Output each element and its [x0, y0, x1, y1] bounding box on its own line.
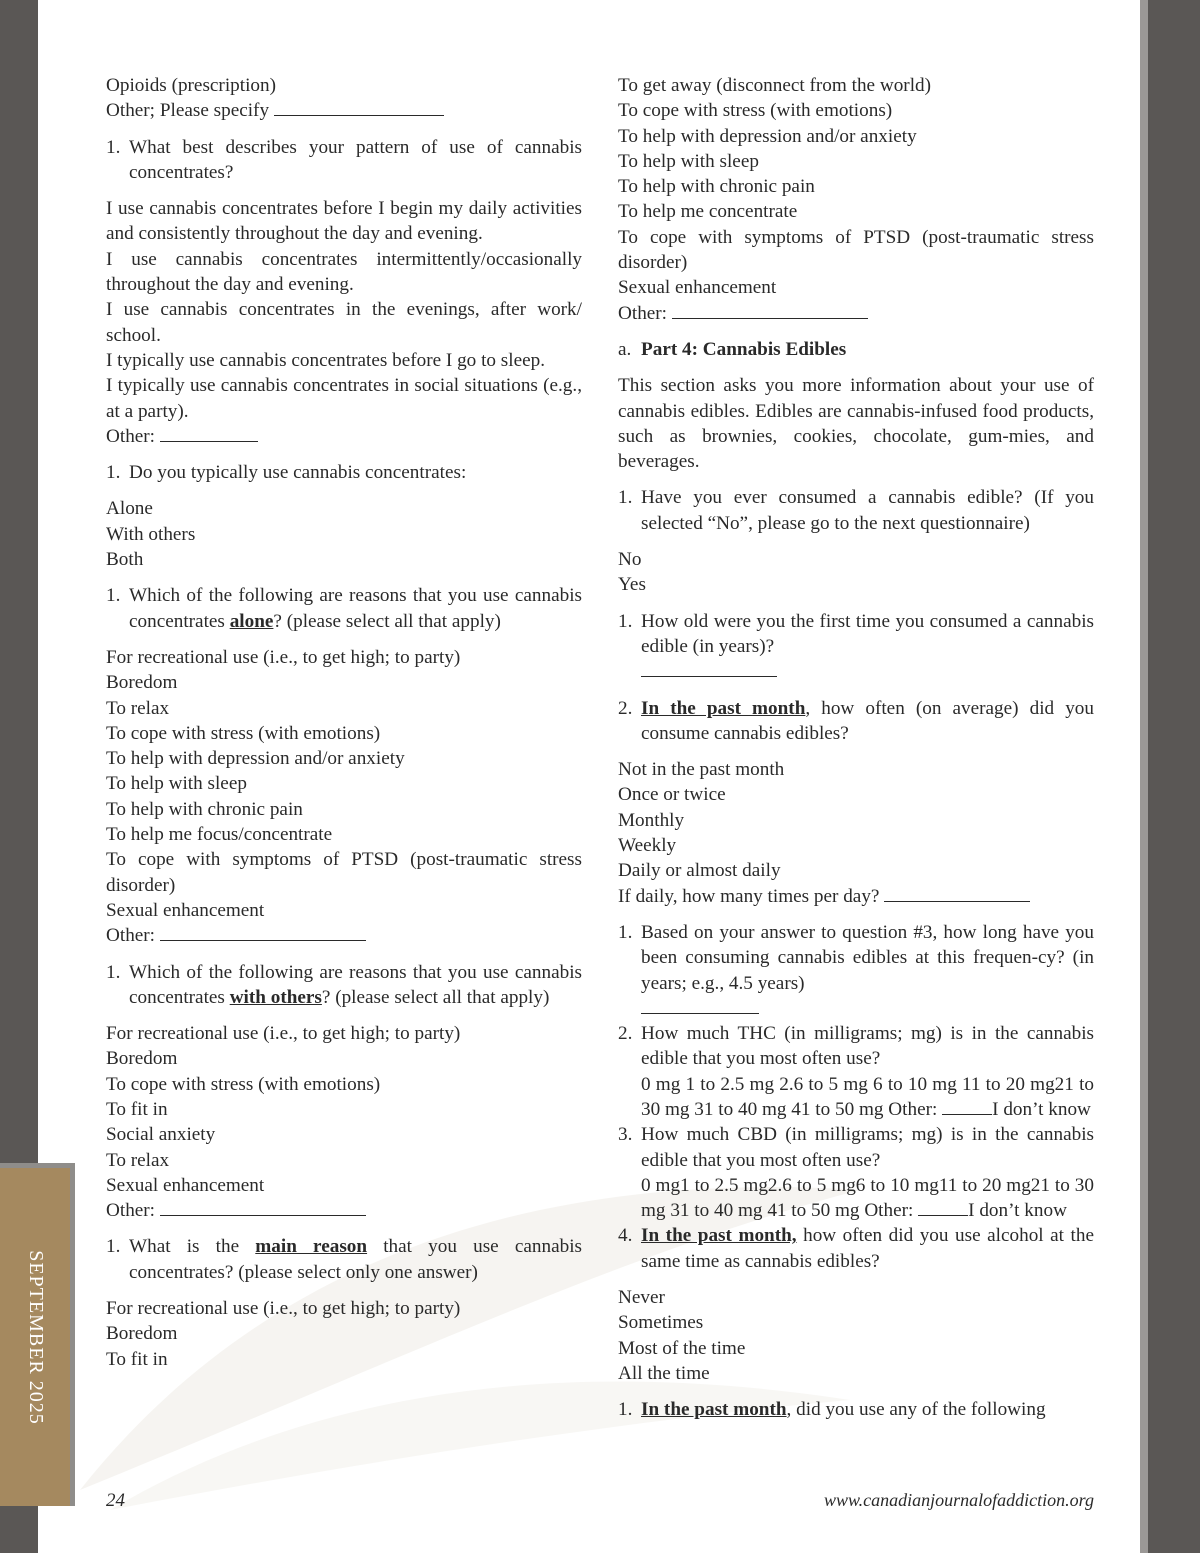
option: Alone	[106, 498, 153, 520]
option: I use cannabis concentrates in the evenings, after work/ school.	[106, 299, 582, 346]
option: No	[618, 549, 642, 571]
answer-blank[interactable]	[942, 1100, 992, 1115]
option: Sexual enhancement	[618, 277, 777, 299]
question-frequency: 2. In the past month, how often (on average) did you consume cannabis edibles?	[618, 696, 1094, 747]
option: Most of the time	[618, 1337, 746, 1359]
option: For recreational use (i.e., to get high; to party)	[106, 646, 461, 668]
option: To get away (disconnect from the world)	[618, 75, 932, 96]
option: To fit in	[106, 1348, 168, 1370]
section-title: Part 4: Cannabis Edibles	[641, 338, 847, 360]
answer-blank[interactable]	[672, 304, 868, 319]
option: To fit in	[106, 1098, 168, 1120]
option-other: Other:	[106, 1198, 582, 1223]
option: To help with depression and/or anxiety	[106, 748, 405, 770]
answer-blank[interactable]	[160, 1201, 366, 1216]
question-others-reasons: 1. Which of the following are reasons that you use cannabis concentrates with others? (please select all that apply)	[106, 960, 582, 1011]
option: To help with sleep	[106, 773, 247, 795]
question-text: Which of the following are reasons that you use cannabis concentrates with others? (please select all that apply)	[129, 961, 582, 1008]
option: Boredom	[106, 1323, 178, 1345]
right-edge-inner-bar	[1140, 0, 1148, 1553]
question-text: How much THC (in milligrams; mg) is in the cannabis edible that you most often use? 0 mg 1 to 2.5 mg 2.6 to 5 mg 6 to 10 mg 11 to 20 mg21 to 30 mg 31 to 40 mg 41 to 50 mg Other: I don’t know	[641, 1023, 1094, 1120]
option: To cope with stress (with emotions)	[106, 722, 381, 744]
option-other: Other:	[618, 301, 1094, 326]
answer-blank[interactable]	[884, 887, 1030, 902]
option: To cope with stress (with emotions)	[106, 1073, 381, 1095]
question-text: In the past month, did you use any of the following	[641, 1399, 1046, 1421]
question-pattern: 1. What best describes your pattern of use of cannabis concentrates?	[106, 135, 582, 186]
answer-blank[interactable]	[160, 427, 258, 442]
option: Never	[618, 1287, 665, 1309]
option: Monthly	[618, 809, 685, 831]
question-text: Based on your answer to question #3, how long have you been consuming cannabis edibles at this frequen-cy? (in years; e.g., 4.5 years)	[641, 920, 1094, 1021]
option-other: Other:	[106, 424, 582, 449]
option: All the time	[618, 1362, 710, 1384]
option: With others	[106, 523, 196, 545]
answer-blank[interactable]	[918, 1201, 968, 1216]
option: For recreational use (i.e., to get high; to party)	[106, 1023, 461, 1045]
option: Once or twice	[618, 784, 726, 806]
option-other: If daily, how many times per day?	[618, 884, 1094, 909]
option-other: Other:	[106, 923, 582, 948]
question-text: How old were you the first time you consumed a cannabis edible (in years)?	[641, 609, 1094, 685]
issue-date-tab	[0, 1163, 75, 1506]
answer-blank[interactable]	[641, 662, 777, 677]
question-with: 1. Do you typically use cannabis concentrates:	[106, 460, 582, 485]
answer-blank[interactable]	[274, 101, 444, 116]
option: Social anxiety	[106, 1124, 216, 1146]
question-thc: 2. How much THC (in milligrams; mg) is in the cannabis edible that you most often use? 0 mg 1 to 2.5 mg 2.6 to 5 mg 6 to 10 mg 11 to 20 mg21 to 30 mg 31 to 40 mg 41 to 50 mg Other: I don’t know	[618, 1021, 1094, 1122]
option: To relax	[106, 1149, 170, 1171]
option: I typically use cannabis concentrates in social situations (e.g., at a party).	[106, 375, 582, 422]
page-number: 24	[106, 1490, 125, 1511]
issue-date-label: SEPTEMBER 2025	[24, 1249, 47, 1425]
section-intro: This section asks you more information about your use of cannabis edibles. Edibles are cannabis-infused food products, such as brownies, cookies, chocolate, gum-mies, and beverages.	[618, 375, 1094, 473]
option: I typically use cannabis concentrates before I go to sleep.	[106, 349, 546, 371]
option: I use cannabis concentrates intermittently/occasionally throughout the day and evening.	[106, 248, 582, 296]
question-text: What is the main reason that you use cannabis concentrates? (please select only one answer)	[129, 1236, 582, 1283]
question-cbd: 3. How much CBD (in milligrams; mg) is in the cannabis edible that you most often use? 0 mg1 to 2.5 mg2.6 to 5 mg6 to 10 mg11 to 20 mg21 to 30 mg 31 to 40 mg 41 to 50 mg Other: I don’t know	[618, 1122, 1094, 1223]
option-other: Other; Please specify	[106, 98, 582, 123]
option: Sexual enhancement	[106, 1174, 265, 1196]
option: To help with chronic pain	[618, 176, 815, 198]
question-text: Which of the following are reasons that you use cannabis concentrates alone? (please select all that apply)	[129, 585, 582, 632]
option: Both	[106, 549, 144, 571]
option: Opioids (prescription)	[106, 75, 276, 96]
answer-blank[interactable]	[641, 999, 759, 1014]
option: To cope with symptoms of PTSD (post-traumatic stress disorder)	[618, 226, 1094, 274]
question-text: In the past month, how often (on average) did you consume cannabis edibles?	[641, 697, 1094, 744]
question-alcohol: 4. In the past month, how often did you use alcohol at the same time as cannabis edibles?	[618, 1223, 1094, 1274]
option: To cope with stress (with emotions)	[618, 100, 893, 122]
question-duration: 1. Based on your answer to question #3, how long have you been consuming cannabis edibles at this frequen-cy? (in years; e.g., 4.5 years)	[618, 920, 1094, 1021]
option: Sexual enhancement	[106, 899, 265, 921]
question-text: How much CBD (in milligrams; mg) is in the cannabis edible that you most often use? 0 mg1 to 2.5 mg2.6 to 5 mg6 to 10 mg11 to 20 mg21 to 30 mg 31 to 40 mg 41 to 50 mg Other: I don’t know	[641, 1124, 1094, 1222]
question-main-reason: 1. What is the main reason that you use cannabis concentrates? (please select only one answer)	[106, 1234, 582, 1285]
right-edge-bar	[1148, 0, 1200, 1553]
option: To help with chronic pain	[106, 798, 303, 820]
option: To cope with symptoms of PTSD (post-traumatic stress disorder)	[106, 849, 582, 896]
option: To relax	[106, 697, 170, 719]
question-past-month-use: 1. In the past month, did you use any of the following	[618, 1397, 1094, 1422]
option: To help me focus/concentrate	[106, 824, 333, 846]
answer-blank[interactable]	[160, 926, 366, 941]
option: To help with depression and/or anxiety	[618, 125, 917, 147]
left-column	[106, 73, 582, 1372]
option: Not in the past month	[618, 759, 785, 781]
question-alone-reasons: 1. Which of the following are reasons that you use cannabis concentrates alone? (please select all that apply)	[106, 583, 582, 634]
option: To help me concentrate	[618, 201, 798, 223]
option: Daily or almost daily	[618, 860, 781, 882]
question-ever-edible: 1. Have you ever consumed a cannabis edible? (If you selected “No”, please go to the next questionnaire)	[618, 485, 1094, 536]
option: I use cannabis concentrates before I begin my daily activities and consistently throughout the day and evening.	[106, 198, 582, 245]
option: Sometimes	[618, 1312, 704, 1334]
question-text: Do you typically use cannabis concentrates:	[129, 462, 467, 484]
option: Weekly	[618, 835, 677, 857]
option: Boredom	[106, 1048, 178, 1070]
option: To help with sleep	[618, 150, 759, 172]
right-column	[618, 73, 1094, 1423]
question-first-age: 1. How old were you the first time you consumed a cannabis edible (in years)?	[618, 609, 1094, 685]
journal-url[interactable]: www.canadianjournalofaddiction.org	[823, 1490, 1094, 1510]
option: For recreational use (i.e., to get high; to party)	[106, 1298, 461, 1320]
section-heading: a. Part 4: Cannabis Edibles	[618, 337, 1094, 362]
question-text: In the past month, how often did you use alcohol at the same time as cannabis edibles?	[641, 1225, 1094, 1272]
option: Boredom	[106, 672, 178, 694]
question-text: What best describes your pattern of use of cannabis concentrates?	[129, 136, 582, 183]
question-text: Have you ever consumed a cannabis edible? (If you selected “No”, please go to the next questionnaire)	[641, 487, 1094, 534]
option: Yes	[618, 574, 646, 596]
